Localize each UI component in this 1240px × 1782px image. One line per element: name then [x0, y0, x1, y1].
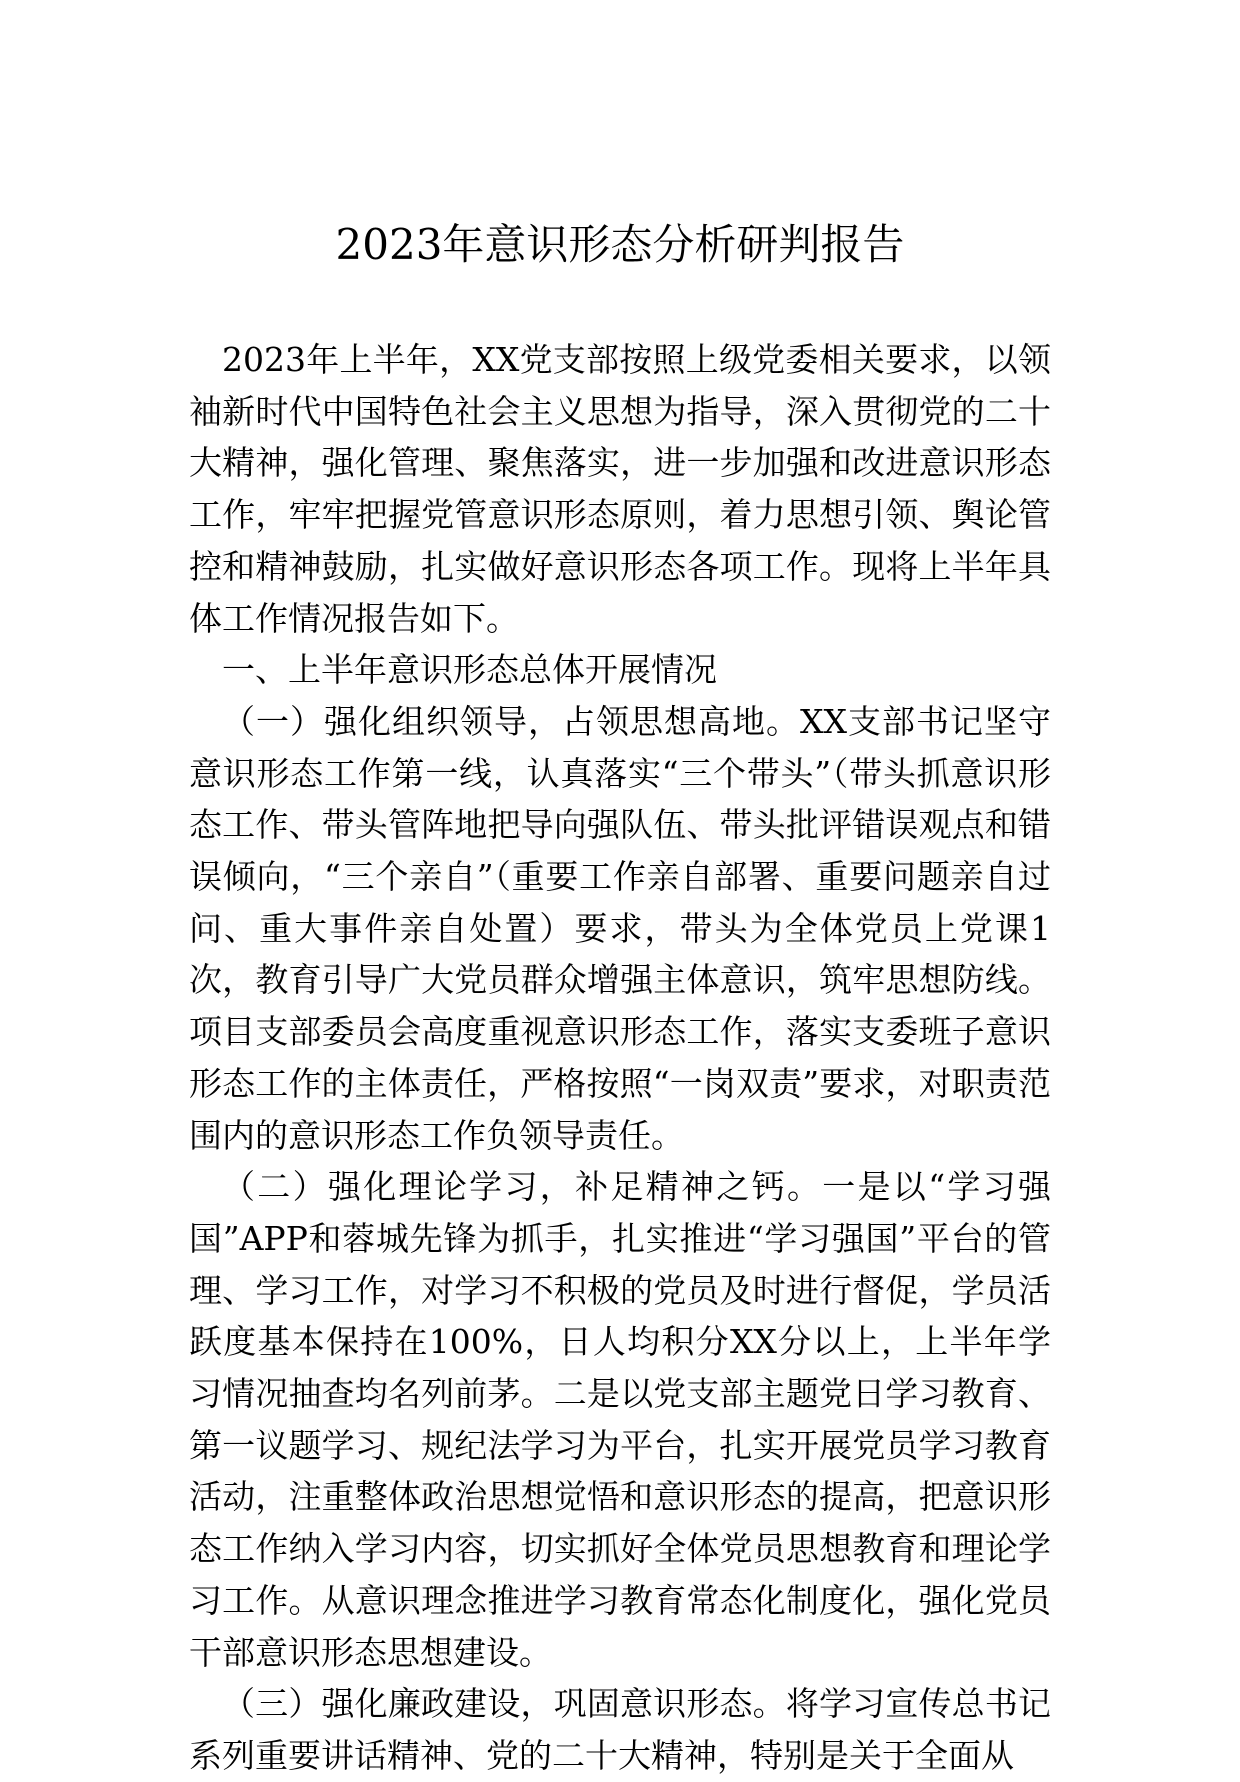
paragraph-integrity-building: （三）强化廉政建设，巩固意识形态。将学习宣传总书记系列重要讲话精神、党的二十大精神，特别是关于全面从	[189, 1684, 1051, 1775]
section-heading-1: 一、上半年意识形态总体开展情况	[222, 650, 717, 690]
paragraph-theory-study: （二）强化理论学习，补足精神之钙。一是以“学习强国”APP和蓉城先锋为抓手，扎实推进“学习强国”平台的管理、学习工作，对学习不积极的党员及时进行督促，学员活跃度基本保持在100%，日人均积分XX分以上，上半年学习情况抽查均名列前茅。二是以党支部主题党日学习教育、第一议题学习、规纪法学习为平台，扎实开展党员学习教育活动，注重整体政治思想觉悟和意识形态的提高，把意识形态工作纳入学习内容，切实抓好全体党员思想教育和理论学习工作。从意识理念推进学习教育常态化制度化，强化党员干部意识形态思想建设。	[189, 1167, 1051, 1672]
document-title: 2023年意识形态分析研判报告	[335, 220, 905, 269]
document-body	[189, 334, 1051, 1782]
intro-paragraph: 2023年上半年，XX党支部按照上级党委相关要求，以领袖新时代中国特色社会主义思想为指导，深入贯彻党的二十大精神，强化管理、聚焦落实，进一步加强和改进意识形态工作，牢牢把握党管意识形态原则，着力思想引领、舆论管控和精神鼓励，扎实做好意识形态各项工作。现将上半年具体工作情况报告如下。	[189, 340, 1051, 638]
paragraph-organization-leadership: （一）强化组织领导，占领思想高地。XX支部书记坚守意识形态工作第一线，认真落实“三个带头”（带头抓意识形态工作、带头管阵地把导向强队伍、带头批评错误观点和错误倾向，“三个亲自”（重要工作亲自部署、重要问题亲自过问、重大事件亲自处置）要求，带头为全体党员上党课1次，教育引导广大党员群众增强主体意识，筑牢思想防线。项目支部委员会高度重视意识形态工作，落实支委班子意识形态工作的主体责任，严格按照“一岗双责”要求，对职责范围内的意识形态工作负领导责任。	[189, 701, 1051, 1155]
